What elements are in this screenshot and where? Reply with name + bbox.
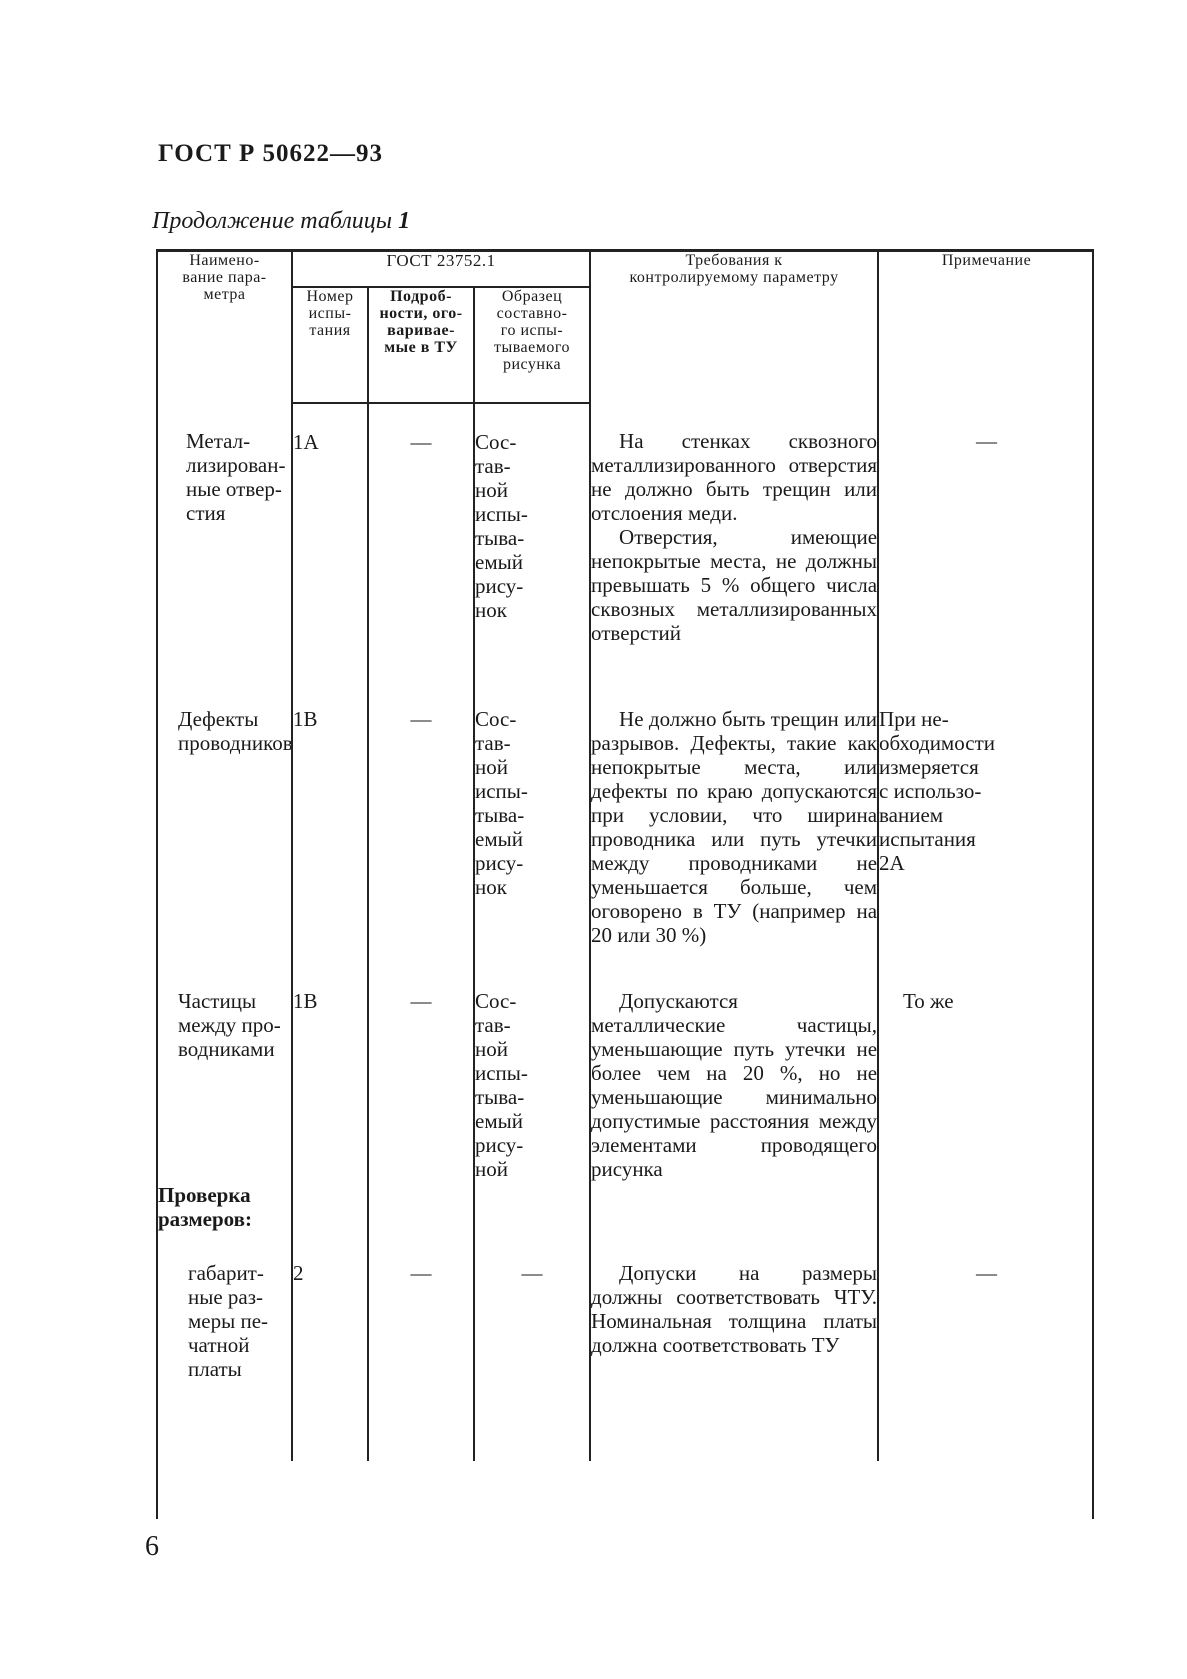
row-note-text: — [976, 429, 998, 453]
row-requirement-paragraph: Допуски на размеры должны соответствовать ЧТУ. Номинальная толщина платы должна соответствовать ТУ [591, 1261, 878, 1357]
header-param-name: Наимено- вание пара- метра [182, 252, 267, 303]
table-row [158, 1249, 1094, 1461]
row-details: — [368, 975, 474, 1181]
row-requirement-paragraph: Допускаются металлические частицы, уменьшающие путь утечки не более чем на 20 %, но не уменьшающие минимально допустимые расстояния между элементами проводящего рисунка [591, 989, 878, 1181]
row-details: — [368, 1249, 474, 1461]
row-param-name: Метал- лизирован- ные отвер- стия [186, 429, 286, 525]
table-section-row [158, 1181, 1094, 1249]
header-sample: Образец составно- го испы- тываемого рисунка [474, 287, 590, 403]
row-details: — [368, 403, 474, 685]
row-test-number: 1B [292, 975, 368, 1181]
row-param-name: габарит- ные раз- меры пе- чатной платы [188, 1261, 269, 1381]
row-sample: — [474, 1249, 590, 1461]
row-note: То же [878, 975, 1094, 1181]
header-test-number: Номер испы- тания [292, 287, 368, 403]
document-code: ГОСТ Р 50622—93 [158, 140, 384, 167]
header-gost-group: ГОСТ 23752.1 [292, 251, 590, 288]
row-note: При не- обходимости измеряется с использо- ванием испытания 2A [878, 685, 1094, 975]
page-number: 6 [145, 1531, 159, 1562]
continuation-prefix: Продолжение таблицы [152, 208, 399, 234]
row-note [878, 403, 1094, 685]
row-details: — [368, 685, 474, 975]
section-title: Проверка размеров: [158, 1183, 252, 1231]
header-details: Подроб- ности, ого- вариваe- мые в ТУ [368, 287, 474, 403]
header-note: Примечание [878, 251, 1094, 404]
parameters-table [158, 249, 1094, 1461]
table-row [158, 403, 1094, 685]
row-requirement-paragraph: Отверстия, имеющие непокрытые места, не должны превышать 5 % общего числа сквозных металлизированных отверстий [591, 525, 878, 645]
row-param-name: Частицы между про- водниками [178, 989, 281, 1061]
row-sample: Сос- тав- ной испы- тыва- емый рису- нок [474, 403, 590, 685]
table-row [158, 975, 1094, 1181]
row-requirement-paragraph: На стенках сквозного металлизированного отверстия не должно быть трещин или отслоения меди. [591, 429, 878, 525]
continuation-table-number: 1 [398, 208, 411, 234]
row-note-text: — [976, 1261, 998, 1285]
table-continuation-label [152, 208, 410, 235]
row-sample: Сос- тав- ной испы- тыва- емый рису- ной [474, 975, 590, 1181]
row-requirement-paragraph: Не должно быть трещин или разрывов. Дефекты, такие как непокрытые места, или дефекты по краю допускаются при условии, что ширина проводника или путь утечки между проводниками не уменьшается больше, чем оговорено в ТУ (например на 20 или 30 %) [591, 707, 878, 947]
row-test-number: 1A [292, 403, 368, 685]
row-test-number: 2 [292, 1249, 368, 1461]
row-test-number: 1B [292, 685, 368, 975]
row-param-name: Дефекты проводников [178, 707, 293, 755]
row-note [878, 1249, 1094, 1461]
header-requirements: Требования к контролируемому параметру [590, 251, 878, 404]
table-row [158, 685, 1094, 975]
row-sample: Сос- тав- ной испы- тыва- емый рису- нок [474, 685, 590, 975]
